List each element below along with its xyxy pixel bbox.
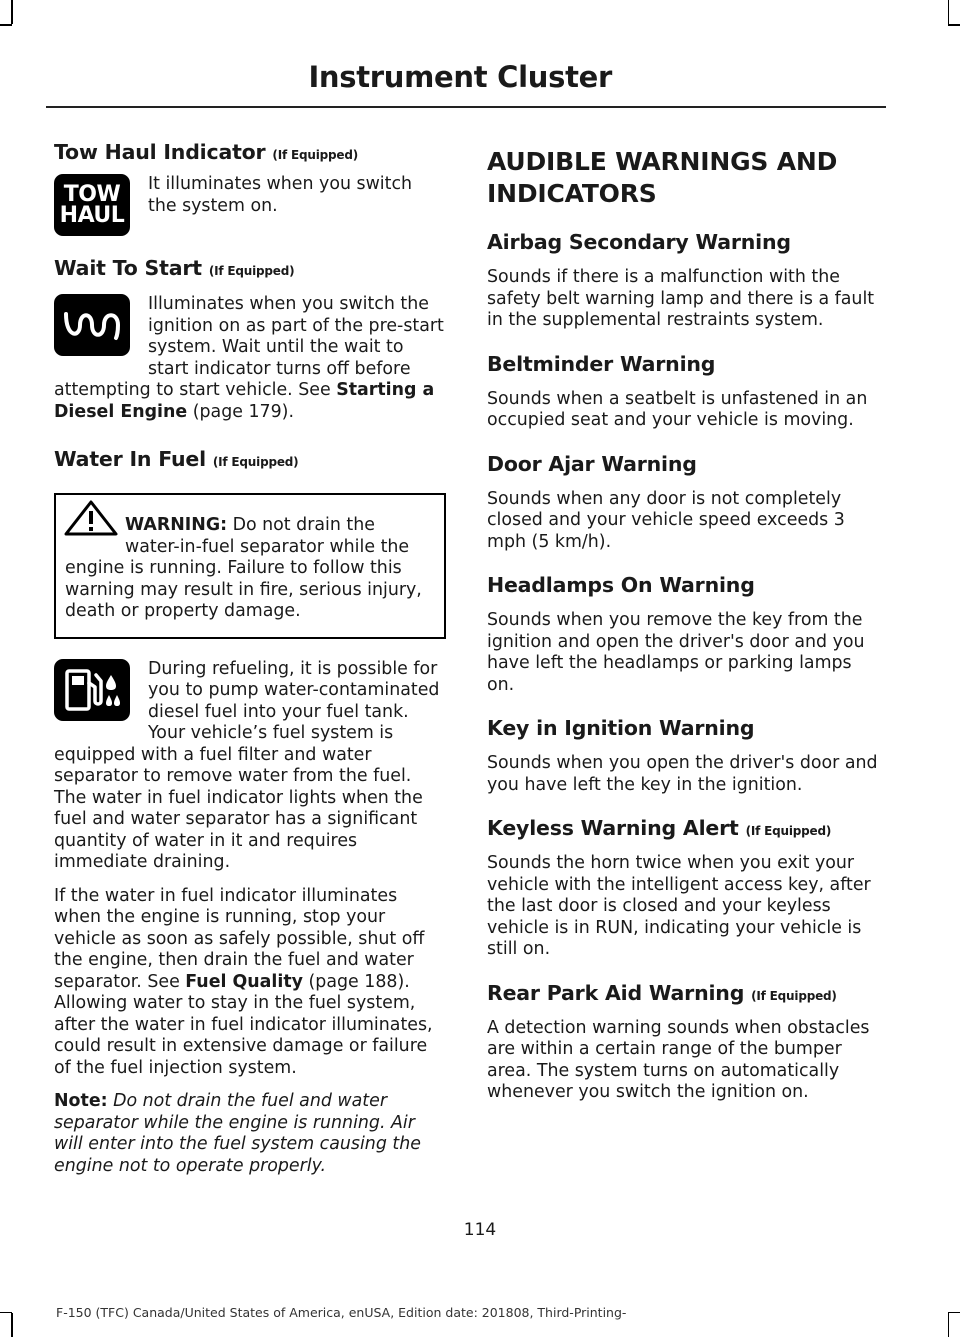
crop-mark xyxy=(0,24,12,26)
crop-mark xyxy=(948,1313,950,1337)
fuel-pump-water-icon xyxy=(54,659,130,721)
warning-item-heading: Keyless Warning Alert (If Equipped) xyxy=(487,816,832,840)
warning-triangle-icon xyxy=(63,499,119,544)
crop-mark xyxy=(11,1313,13,1337)
water-in-fuel-para2: If the water in fuel indicator illuminates when the engine is running, stop your vehicle as soon as safely possible, shut off the engine, then drain the fuel and water separator. See Fuel Quality (page 188). Allowing water to stay in the fuel system, after the water in fuel indicator illuminates, could result in extensive damage or failure of the fuel injection system. xyxy=(54,885,433,1078)
warning-item-heading: Headlamps On Warning xyxy=(487,573,755,597)
crop-mark xyxy=(948,1312,960,1314)
crop-mark xyxy=(11,0,13,24)
wait-to-start-heading: Wait To Start (If Equipped) xyxy=(54,256,295,280)
warning-item-heading: Airbag Secondary Warning xyxy=(487,230,791,254)
warning-item-text: Sounds when a seatbelt is unfastened in an occupied seat and your vehicle is moving. xyxy=(487,388,868,430)
right-column xyxy=(487,146,879,1104)
crop-mark xyxy=(948,0,950,24)
footer-edition: F-150 (TFC) Canada/United States of America, enUSA, Edition date: 201808, Third-Printing- xyxy=(56,1305,627,1320)
crop-mark xyxy=(0,1312,12,1314)
warning-item-heading: Key in Ignition Warning xyxy=(487,716,755,740)
warning-label: WARNING: xyxy=(125,515,228,535)
warning-item-text: Sounds if there is a malfunction with the safety belt warning lamp and there is a fault in the supplemental restraints system. xyxy=(487,267,875,330)
warning-item-text: Sounds when any door is not completely closed and your vehicle speed exceeds 3 mph (5 km/h). xyxy=(487,488,845,552)
water-in-fuel-para1: During refueling, it is possible for you to pump water-contaminated diesel fuel into your fuel tank. Your vehicle’s fuel system is equipped with a fuel filter and water separator to remove water from the fuel. The water in fuel indicator lights when the fuel and water separator has a significant quantity of water in it and requires immediate draining. xyxy=(54,658,440,872)
tow-haul-icon: TOW HAUL xyxy=(54,174,130,236)
tow-haul-section xyxy=(54,174,446,242)
warning-item-heading: Rear Park Aid Warning (If Equipped) xyxy=(487,980,837,1005)
tow-haul-heading: Tow Haul Indicator (If Equipped) xyxy=(54,140,359,164)
audible-warnings-list xyxy=(487,230,879,1104)
crop-mark xyxy=(948,24,960,26)
section-title: AUDIBLE WARNINGS AND INDICATORS xyxy=(487,147,838,208)
page-title: Instrument Cluster xyxy=(308,60,612,94)
warning-box xyxy=(54,493,446,639)
warning-item-text: Sounds the horn twice when you exit your vehicle with the intelligent access key, after the last door is closed and your keyless vehicle is in RUN, indicating your vehicle is still on. xyxy=(487,853,871,959)
warning-item-text: Sounds when you open the driver's door and you have left the key in the ignition. xyxy=(487,753,878,795)
xref-starting-diesel[interactable]: Starting a Diesel Engine xyxy=(54,380,435,422)
header-divider xyxy=(46,106,886,108)
xref-fuel-quality[interactable]: Fuel Quality xyxy=(185,971,303,992)
warning-item-heading: Door Ajar Warning xyxy=(487,451,697,476)
warning-item-text: A detection warning sounds when obstacles are within a certain range of the bumper area. The system turns on automatically whenever you switch the ignition on. xyxy=(487,1017,870,1102)
water-in-fuel-section xyxy=(54,659,446,1178)
tow-haul-text: It illuminates when you switch the system on. xyxy=(148,174,413,216)
glow-plug-coil-icon xyxy=(54,294,130,356)
warning-item-heading: Beltminder Warning xyxy=(487,351,716,376)
page-number: 114 xyxy=(463,1220,497,1240)
wait-to-start-section xyxy=(54,294,446,423)
water-in-fuel-heading: Water In Fuel (If Equipped) xyxy=(54,447,299,471)
water-in-fuel-note: Note: Do not drain the fuel and water separator while the engine is running. Air will enter into the fuel system causing the engine not to operate properly. xyxy=(54,1091,421,1176)
warning-text: Do not drain the water-in-fuel separator while the engine is running. Failure to follow this warning may result in fire, serious injury, death or property damage. xyxy=(65,515,422,621)
left-column xyxy=(54,140,446,1177)
warning-item-text: Sounds when you remove the key from the ignition and open the driver's door and you have left the headlamps or parking lamps on. xyxy=(487,610,865,695)
wait-to-start-text: Illuminates when you switch the ignition on as part of the pre-start system. Wait until the wait to start indicator turns off before attempting to start vehicle. See Starting a Diesel Engine (page 179). xyxy=(54,294,444,422)
